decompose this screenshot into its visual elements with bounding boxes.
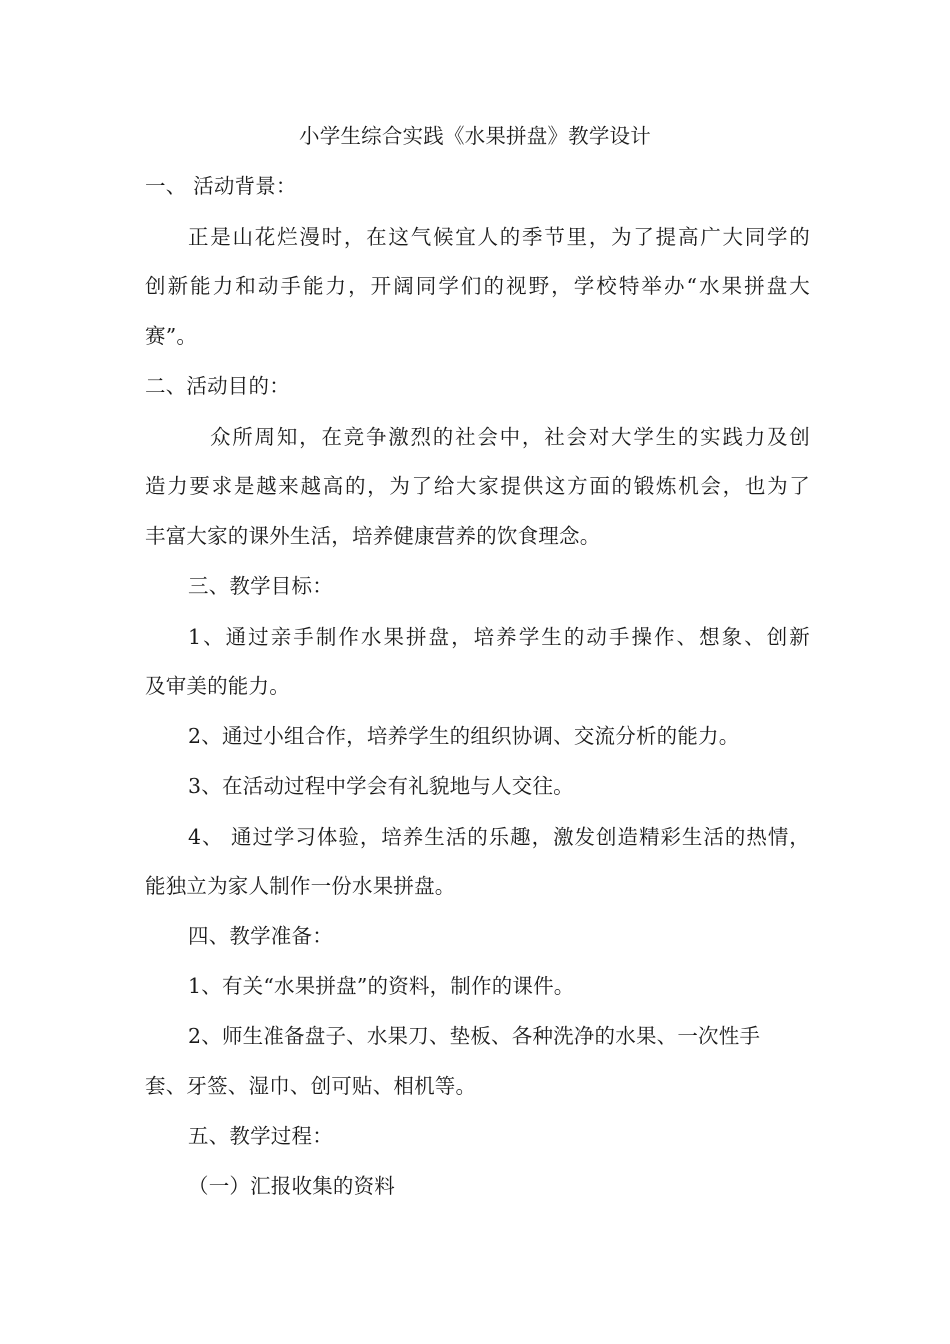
list-item: 2、通过小组合作，培养学生的组织协调、交流分析的能力。: [188, 724, 740, 748]
section-heading-goals: 三、教学目标：: [188, 574, 333, 598]
paragraph-line: 造力要求是越来越高的，为了给大家提供这方面的锻炼机会，也为了: [145, 474, 810, 498]
list-item-line: 及审美的能力。: [145, 674, 290, 698]
subsection-heading: （一）汇报收集的资料: [188, 1174, 395, 1198]
list-item-line: 2、师生准备盘子、水果刀、垫板、各种洗净的水果、一次性手: [188, 1024, 761, 1048]
list-item-line: 4、 通过学习体验，培养生活的乐趣，激发创造精彩生活的热情，: [188, 825, 810, 849]
paragraph-line: 丰富大家的课外生活，培养健康营养的饮食理念。: [145, 524, 601, 548]
list-item: 1、有关“水果拼盘”的资料，制作的课件。: [188, 974, 575, 998]
section-heading-process: 五、教学过程：: [188, 1124, 333, 1148]
list-item: 3、在活动过程中学会有礼貌地与人交往。: [188, 774, 574, 798]
section-heading-background: 一、 活动背景：: [145, 174, 297, 198]
list-item-line: 1、通过亲手制作水果拼盘，培养学生的动手操作、想象、创新: [188, 625, 810, 649]
paragraph-line: 赛”。: [145, 324, 198, 348]
list-item-line: 能独立为家人制作一份水果拼盘。: [145, 874, 456, 898]
paragraph-line: 众所周知，在竞争激烈的社会中，社会对大学生的实践力及创: [210, 425, 810, 449]
paragraph-line: 正是山花烂漫时，在这气候宜人的季节里，为了提高广大同学的: [188, 225, 810, 249]
list-item-line: 套、牙签、湿巾、创可贴、相机等。: [145, 1074, 477, 1098]
paragraph-line: 创新能力和动手能力，开阔同学们的视野，学校特举办“水果拼盘大: [145, 274, 810, 298]
document-title: 小学生综合实践《水果拼盘》教学设计: [299, 124, 651, 148]
section-heading-purpose: 二、活动目的：: [145, 374, 290, 398]
section-heading-preparation: 四、教学准备：: [188, 924, 333, 948]
